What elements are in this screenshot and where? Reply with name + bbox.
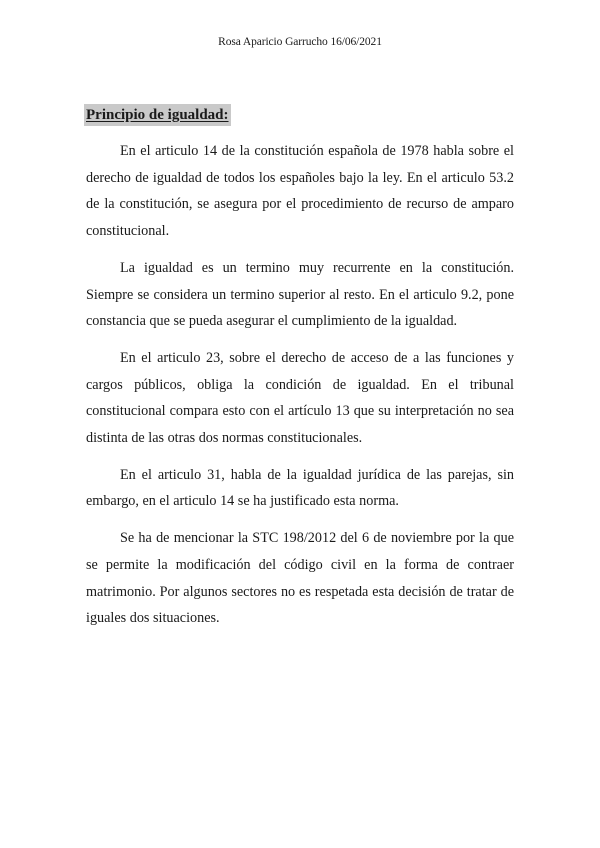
paragraph-5: Se ha de mencionar la STC 198/2012 del 6 de noviembre por la que se permite la modificación del código civil en la forma de contraer matrimonio. Por algunos sectores no es respetada esta decisión de tratar de iguales dos situaciones.: [86, 530, 514, 627]
paragraph-2: La igualdad es un termino muy recurrente en la constitución. Siempre se considera un termino superior al resto. En el articulo 9.2, pone constancia que se pueda asegurar el cumplimiento de la igualdad.: [86, 259, 514, 330]
body-text: [86, 138, 514, 642]
section-title: Principio de igualdad:: [84, 104, 231, 126]
paragraph-3: En el articulo 23, sobre el derecho de acceso de a las funciones y cargos públicos, obliga la condición de igualdad. En el tribunal constitucional compara esto con el artículo 13 que su interpretación no sea distinta de las otras dos normas constitucionales.: [86, 349, 514, 447]
paragraph-4: En el articulo 31, habla de la igualdad jurídica de las parejas, sin embargo, en el articulo 14 se ha justificado esta norma.: [86, 466, 514, 510]
page-header: Rosa Aparicio Garrucho 16/06/2021: [218, 36, 382, 48]
paragraph-1: En el articulo 14 de la constitución española de 1978 habla sobre el derecho de igualdad de todos los españoles bajo la ley. En el articulo 53.2 de la constitución, se asegura por el procedimiento de recurso de amparo constitucional.: [86, 143, 514, 240]
